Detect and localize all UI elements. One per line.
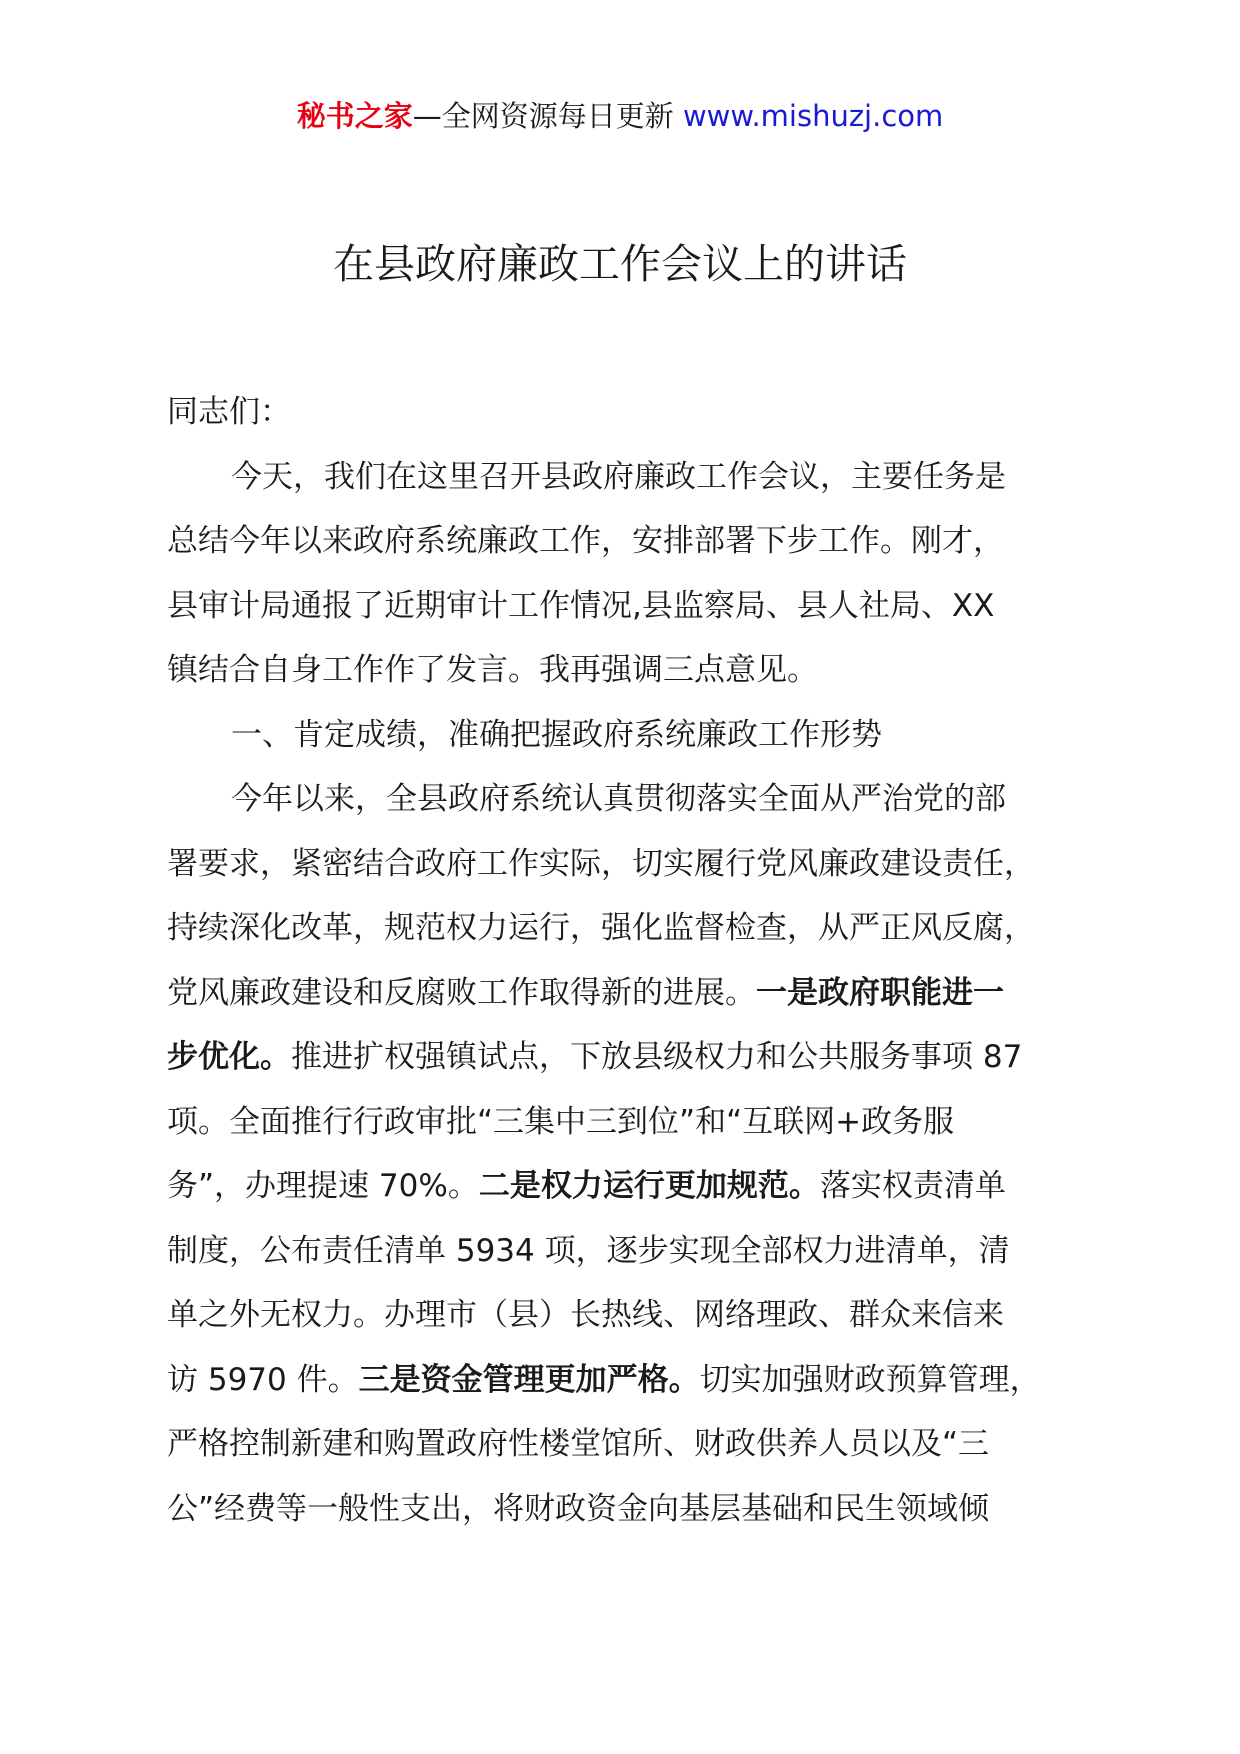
bold-point-1-end: 步优化。 — [167, 1039, 291, 1075]
bold-point-2: 二是权力运行更加规范。 — [478, 1168, 820, 1204]
body-line: 制度，公布责任清单 5934 项，逐步实现全部权力进清单，清 — [167, 1232, 1010, 1269]
document-title: 在县政府廉政工作会议上的讲话 — [333, 240, 907, 288]
body-line: 访 5970 件。三是资金管理更加严格。切实加强财政预算管理， — [167, 1361, 1041, 1398]
site-brand: 秘书之家 — [296, 99, 413, 133]
body-line: 党风廉政建设和反腐败工作取得新的进展。一是政府职能进一 — [167, 974, 1004, 1011]
site-url-link[interactable]: www.mishuzj.com — [682, 99, 944, 133]
body-line: 镇结合自身工作作了发言。我再强调三点意见。 — [167, 652, 818, 688]
body-line: 单之外无权力。办理市（县）长热线、网络理政、群众来信来 — [167, 1297, 1004, 1333]
site-tagline: —全网资源每日更新 — [412, 99, 674, 133]
body-line: 署要求，紧密结合政府工作实际，切实履行党风廉政建设责任， — [167, 845, 1035, 882]
site-header — [0, 96, 1240, 136]
body-line: 今天，我们在这里召开县政府廉政工作会议，主要任务是 — [231, 458, 1006, 495]
body-line: 严格控制新建和购置政府性楼堂馆所、财政供养人员以及“三 — [167, 1426, 990, 1462]
body-line: 项。全面推行行政审批“三集中三到位”和“互联网+政务服 — [167, 1103, 955, 1140]
bold-point-1: 一是政府职能进一 — [756, 974, 1004, 1011]
body-line: 持续深化改革，规范权力运行，强化监督检查，从严正风反腐， — [167, 910, 1035, 946]
body-line: 务”，办理提速 70%。二是权力运行更加规范。落实权责清单 — [167, 1168, 1006, 1204]
section-heading-1: 一、肯定成绩，准确把握政府系统廉政工作形势 — [231, 716, 882, 753]
body-line: 公”经费等一般性支出，将财政资金向基层基础和民生领域倾 — [167, 1490, 990, 1527]
body-line: 步优化。推进扩权强镇试点，下放县级权力和公共服务事项 87 — [167, 1039, 1023, 1075]
document-body — [167, 380, 1102, 1541]
bold-point-3: 三是资金管理更加严格。 — [358, 1361, 700, 1398]
body-line: 今年以来，全县政府系统认真贯彻落实全面从严治党的部 — [231, 781, 1006, 817]
body-line: 县审计局通报了近期审计工作情况,县监察局、县人社局、XX — [167, 587, 995, 624]
body-line: 总结今年以来政府系统廉政工作，安排部署下步工作。刚才， — [167, 523, 1004, 559]
salutation: 同志们： — [167, 394, 291, 430]
